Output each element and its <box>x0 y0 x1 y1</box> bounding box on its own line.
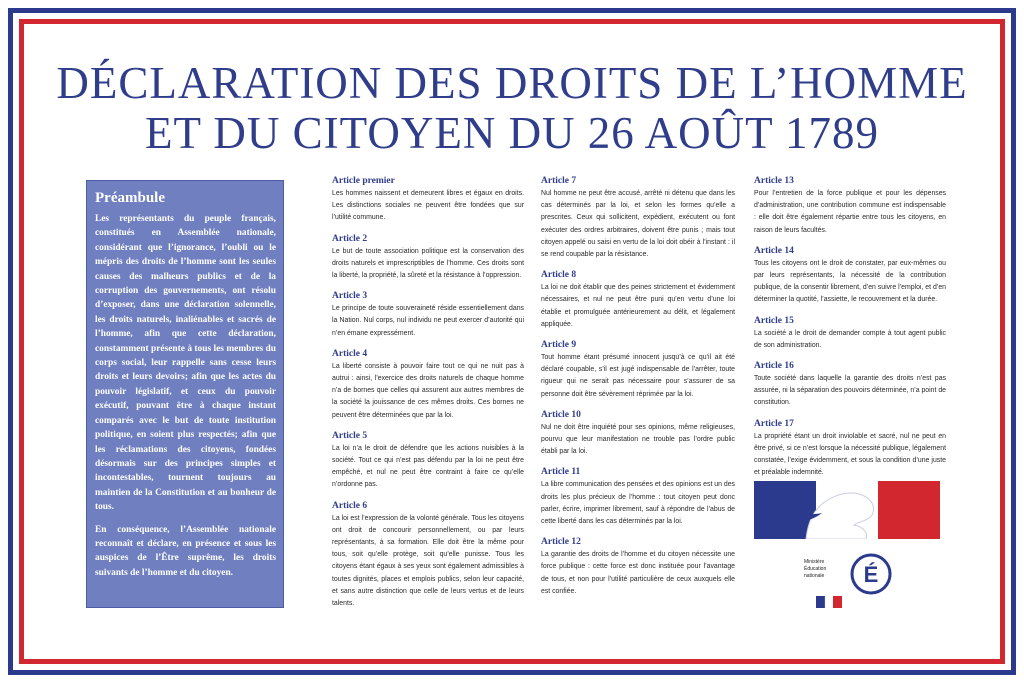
article-title: Article 17 <box>754 418 794 429</box>
ministry-logo-block <box>754 481 940 611</box>
article-10 <box>541 410 735 459</box>
article-text: Tout homme étant présumé innocent jusqu’à ce qu’il ait été déclaré coupable, s’il est jugé indispensable de l’arrêter, toute rigueur qui ne serait pas nécessaire pour s’assurer de sa personne doit être sévèrement réprimée par la loi. <box>541 354 735 398</box>
preambule-box <box>86 180 284 608</box>
marianne-logo-icon <box>754 481 940 539</box>
article-title: Article 2 <box>332 233 368 244</box>
article-9 <box>541 340 735 401</box>
article-11 <box>541 467 735 528</box>
article-title: Article 10 <box>541 409 581 420</box>
article-title: Article 3 <box>332 291 368 302</box>
article-text: La propriété étant un droit inviolable et sacré, nul ne peut en être privé, si ce n’est lorsque la nécessité publique, légalement constatée, l’exige évidemment, et sous la condition d’une juste et préalable indemnité. <box>754 432 946 477</box>
article-text: Le but de toute association politique est la conservation des droits naturels et imprescriptibles de l’homme. Ces droits sont la liberté, la propriété, la sûreté et la résistance à l’oppression. <box>332 247 524 280</box>
article-text: La loi est l’expression de la volonté générale. Tous les citoyens ont droit de concourir personnellement, ou par leurs représentants, à sa formation. Elle doit être la même pour tous, soit qu’elle protège, soit qu’elle punisse. Tous les citoyens étant égaux à ses yeux sont également admissibles à toutes dignités, places et emplois publics, selon leur capacité, et sans autre distinction que celle de leurs vertus et de leurs talents. <box>332 514 524 608</box>
education-seal-icon <box>850 553 892 595</box>
article-2 <box>332 234 524 283</box>
article-title: Article 11 <box>541 467 581 478</box>
preambule-paragraph-2: En conséquence, l’Assemblée nationale reconnaît et déclare, en présence et sous les auspices de l’Être suprême, les droits suivants de l’homme et du citoyen. <box>95 524 276 578</box>
seal-letter: É <box>863 562 879 587</box>
article-text: Nul homme ne peut être accusé, arrêté ni détenu que dans les cas déterminés par la loi, et selon les formes qu’elle a prescrites. Ceux qui sollicitent, expédient, exécutent ou font exécuter des ordres arbitraires, doivent être punis ; mais tout citoyen appelé ou saisi en vertu de la loi doit obéir à l’instant : il se rend coupable par la résistance. <box>541 190 735 259</box>
article-7 <box>541 176 735 261</box>
ministry-line-1: Ministère <box>804 559 825 565</box>
french-flag-icon <box>816 596 842 608</box>
title-line-1: DÉCLARATION DES DROITS DE L’HOMME <box>56 58 968 108</box>
article-title: Article 4 <box>332 348 368 359</box>
ministry-line-3: nationale <box>804 573 825 579</box>
article-text: La liberté consiste à pouvoir faire tout ce qui ne nuit pas à autrui : ainsi, l’exercice des droits naturels de chaque homme n’a de bornes que celles qui assurent aux autres membres de la société la jouissance de ces mêmes droits. Ces bornes ne peuvent être déterminées que par la loi. <box>332 362 524 419</box>
article-title: Article 12 <box>541 537 581 548</box>
articles-column-3 <box>754 176 946 488</box>
article-1 <box>332 176 524 225</box>
article-text: Les hommes naissent et demeurent libres et égaux en droits. Les distinctions sociales ne peuvent être fondées que sur l’utilité commune. <box>332 190 524 222</box>
article-title: Article 6 <box>332 500 368 511</box>
article-6 <box>332 501 524 611</box>
ministry-text <box>804 559 848 580</box>
article-text: Nul ne doit être inquiété pour ses opinions, même religieuses, pourvu que leur manifestation ne trouble pas l’ordre public établi par la loi. <box>541 423 735 456</box>
article-title: Article 5 <box>332 430 368 441</box>
article-text: La garantie des droits de l’homme et du citoyen nécessite une force publique : cette force est donc instituée pour l’avantage de tous, et non pour l’utilité particulière de ceux auxquels elle est confiée. <box>541 551 735 595</box>
poster-title <box>40 58 984 158</box>
article-13 <box>754 176 946 237</box>
article-title: Article 8 <box>541 270 577 281</box>
title-line-2: ET DU CITOYEN DU 26 AOÛT 1789 <box>145 108 879 158</box>
articles-column-1 <box>332 176 524 619</box>
article-title: Article premier <box>332 176 395 186</box>
preambule-paragraph-1: Les représentants du peuple français, constitués en Assemblée nationale, considérant que l’ignorance, l’oubli ou le mépris des droits de l’homme sont les seules causes des malheurs publics et de la corruption des gouvernements, ont résolu d’exposer, dans une déclaration solennelle, les droits naturels, inaliénables et sacrés de l’homme, afin que cette déclaration, constamment présente à tous les membres du corps social, leur rappelle sans cesse leurs droits et leurs devoirs; afin que les actes du pouvoir législatif, et ceux du pouvoir exécutif, pouvant être à chaque instant comparés avec le but de toute institution politique, en soient plus respectés; afin que les réclamations des citoyens, fondées désormais sur des principes simples et incontestables, tournent toujours au maintien de la Constitution et au bonheur de tous. <box>95 214 276 513</box>
article-text: Pour l’entretien de la force publique et pour les dépenses d’administration, une contribution commune est indispensable : elle doit être également répartie entre tous les citoyens, en raison de leurs facultés. <box>754 190 946 234</box>
article-15 <box>754 316 946 352</box>
article-title: Article 9 <box>541 340 577 351</box>
article-text: La société a le droit de demander compte à tout agent public de son administration. <box>754 329 946 349</box>
article-title: Article 7 <box>541 176 577 186</box>
article-8 <box>541 270 735 331</box>
article-title: Article 14 <box>754 245 794 256</box>
article-text: La libre communication des pensées et des opinions est un des droits les plus précieux de l’homme : tout citoyen peut donc parler, écrire, imprimer librement, sauf à répondre de l’abus de cette liberté dans les cas déterminés par la loi. <box>541 481 735 526</box>
article-title: Article 13 <box>754 176 794 186</box>
article-3 <box>332 291 524 340</box>
article-text: Tous les citoyens ont le droit de constater, par eux-mêmes ou par leurs représentants, la nécessité de la contribution publique, de la consentir librement, d’en suivre l’emploi, et d’en déterminer la quotité, l’assiette, le recouvrement et la durée. <box>754 259 946 304</box>
article-16 <box>754 361 946 410</box>
article-5 <box>332 431 524 492</box>
preambule-heading: Préambule <box>95 190 165 206</box>
article-14 <box>754 246 946 307</box>
article-12 <box>541 537 735 598</box>
article-text: Toute société dans laquelle la garantie des droits n’est pas assurée, ni la séparation des pouvoirs déterminée, n’a point de constitution. <box>754 375 946 407</box>
article-text: La loi ne doit établir que des peines strictement et évidemment nécessaires, et nul ne peut être puni qu’en vertu d’une loi établie et promulguée antérieurement au délit, et légalement appliquée. <box>541 284 735 328</box>
article-text: La loi n’a le droit de défendre que les actions nuisibles à la société. Tout ce qui n’est pas défendu par la loi ne peut être empêché, et nul ne peut être contraint à faire ce qu’elle n’ordonne pas. <box>332 444 524 489</box>
articles-column-2 <box>541 176 735 607</box>
article-17 <box>754 419 946 480</box>
article-4 <box>332 349 524 422</box>
article-title: Article 15 <box>754 315 794 326</box>
article-text: Le principe de toute souveraineté réside essentiellement dans la Nation. Nul corps, nul individu ne peut exercer d’autorité qui n’en émane expressément. <box>332 305 524 337</box>
article-title: Article 16 <box>754 361 794 372</box>
ministry-line-2: Éducation <box>804 566 827 572</box>
